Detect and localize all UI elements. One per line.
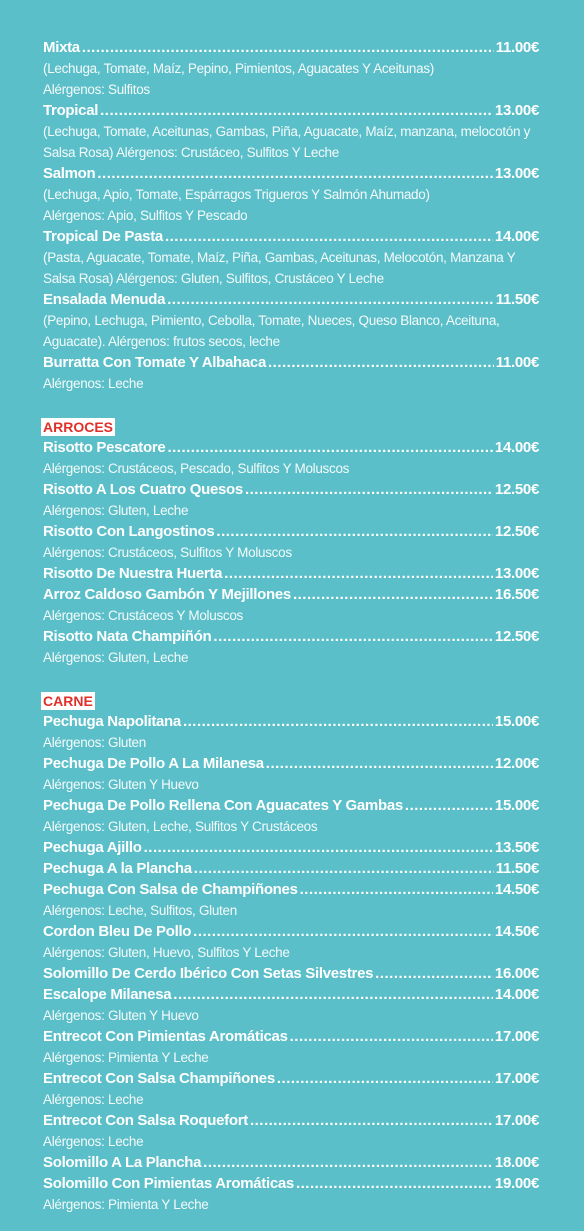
menu-item	[43, 879, 539, 921]
dish-name: Cordon Bleu De Pollo	[43, 923, 192, 940]
section-title: CARNE	[43, 693, 93, 709]
dish-description: Alérgenos: Pimienta Y Leche	[43, 1197, 209, 1212]
dish-name: Burratta Con Tomate Y Albahaca	[43, 354, 267, 371]
dot-leader	[224, 563, 493, 584]
dish-name: Pechuga Napolitana	[43, 713, 181, 730]
dish-price: 11.00€	[495, 39, 539, 56]
menu-item-row	[43, 584, 539, 605]
dish-price: 16.50€	[494, 586, 539, 603]
dot-leader	[245, 479, 493, 500]
menu-item-row	[43, 1026, 539, 1047]
menu-section	[43, 689, 539, 1215]
dish-name: Mixta	[43, 39, 80, 56]
dish-price: 14.00€	[494, 228, 539, 245]
dish-name: Solomillo De Cerdo Ibérico Con Setas Silvestres	[43, 965, 374, 982]
dish-name: Entrecot Con Pimientas Aromáticas	[43, 1028, 288, 1045]
dish-name: Salmon	[43, 165, 96, 182]
menu-item-row	[43, 37, 539, 58]
dish-name: Risotto De Nuestra Huerta	[43, 565, 223, 582]
menu-item	[43, 1110, 539, 1152]
dish-name: Risotto Nata Champiñón	[43, 628, 212, 645]
dish-price: 18.00€	[494, 1154, 539, 1171]
dish-price: 13.50€	[494, 839, 539, 856]
menu-item	[43, 437, 539, 479]
menu-item	[43, 921, 539, 963]
dish-description: Alérgenos: Gluten	[43, 735, 146, 750]
menu-item	[43, 963, 539, 984]
dish-price: 13.00€	[494, 565, 539, 582]
menu-item	[43, 1026, 539, 1068]
menu-item	[43, 753, 539, 795]
dish-price: 12.00€	[494, 755, 539, 772]
dish-price: 11.00€	[495, 354, 539, 371]
dish-name: Risotto Con Langostinos	[43, 523, 215, 540]
dish-price: 12.50€	[494, 523, 539, 540]
menu-item	[43, 626, 539, 668]
dish-name: Risotto Pescatore	[43, 439, 166, 456]
dish-description: Alérgenos: Gluten, Huevo, Sulfitos Y Leche	[43, 945, 290, 960]
dot-leader	[203, 1152, 493, 1173]
menu-item	[43, 584, 539, 626]
menu-item-row	[43, 437, 539, 458]
dish-price: 13.00€	[494, 165, 539, 182]
menu-item-row	[43, 984, 539, 1005]
dish-description: Alérgenos: Gluten Y Huevo	[43, 777, 199, 792]
dot-leader	[300, 879, 493, 900]
dish-name: Entrecot Con Salsa Champiñones	[43, 1070, 275, 1087]
menu-item-row	[43, 563, 539, 584]
dish-price: 15.00€	[494, 713, 539, 730]
dish-name: Entrecot Con Salsa Roquefort	[43, 1112, 248, 1129]
dish-description: Alérgenos: Gluten, Leche	[43, 650, 189, 665]
dish-price: 17.00€	[494, 1070, 539, 1087]
menu-item-row	[43, 1110, 539, 1131]
dot-leader	[375, 963, 493, 984]
dish-description: (Pepino, Lechuga, Pimiento, Cebolla, Tomate, Nueces, Queso Blanco, Aceituna, Aguacate). Alérgenos: frutos secos, leche	[43, 313, 500, 349]
menu-item	[43, 163, 539, 226]
menu-section	[43, 415, 539, 668]
dot-leader	[290, 1026, 493, 1047]
menu	[43, 37, 539, 1215]
dot-leader	[173, 984, 493, 1005]
dish-name: Tropical De Pasta	[43, 228, 163, 245]
section-title: ARROCES	[43, 419, 114, 435]
dot-leader	[167, 289, 494, 310]
menu-item-row	[43, 1173, 539, 1194]
dot-leader	[193, 921, 493, 942]
menu-item-row	[43, 521, 539, 542]
dot-leader	[194, 858, 494, 879]
menu-item-row	[43, 289, 539, 310]
dish-price: 16.00€	[494, 965, 539, 982]
menu-item	[43, 563, 539, 584]
dot-leader	[82, 37, 494, 58]
dish-description: (Lechuga, Apio, Tomate, Espárragos Trigueros Y Salmón Ahumado) Alérgenos: Apio, Sulfitos Y Pescado	[43, 187, 430, 223]
dish-name: Arroz Caldoso Gambón Y Mejillones	[43, 586, 291, 603]
menu-item	[43, 479, 539, 521]
menu-item	[43, 837, 539, 858]
menu-item	[43, 984, 539, 1026]
menu-item	[43, 1152, 539, 1173]
dot-leader	[405, 795, 493, 816]
dish-description: Alérgenos: Pimienta Y Leche	[43, 1050, 209, 1065]
menu-item	[43, 858, 539, 879]
dish-description: Alérgenos: Crustáceos Y Moluscos	[43, 608, 244, 623]
menu-item-row	[43, 100, 539, 121]
dish-name: Tropical	[43, 102, 99, 119]
menu-item-row	[43, 626, 539, 647]
dish-price: 14.00€	[494, 986, 539, 1003]
menu-item-row	[43, 858, 539, 879]
dish-description: Alérgenos: Leche, Sulfitos, Gluten	[43, 903, 237, 918]
menu-item-row	[43, 163, 539, 184]
dot-leader	[216, 521, 492, 542]
dot-leader	[100, 100, 493, 121]
menu-item	[43, 521, 539, 563]
dish-name: Pechuga De Pollo Rellena Con Aguacates Y Gambas	[43, 797, 403, 814]
menu-item	[43, 795, 539, 837]
dish-description: Alérgenos: Gluten, Leche, Sulfitos Y Crustáceos	[43, 819, 318, 834]
dish-price: 11.50€	[495, 860, 539, 877]
dot-leader	[268, 352, 494, 373]
dish-description: Alérgenos: Crustáceos, Sulfitos Y Moluscos	[43, 545, 292, 560]
menu-item-row	[43, 226, 539, 247]
menu-item-row	[43, 963, 539, 984]
dish-price: 14.00€	[494, 439, 539, 456]
dish-description: Alérgenos: Gluten, Leche	[43, 503, 189, 518]
dish-name: Escalope Milanesa	[43, 986, 172, 1003]
menu-item	[43, 352, 539, 394]
dish-price: 13.00€	[494, 102, 539, 119]
menu-item	[43, 100, 539, 163]
dish-price: 11.50€	[495, 291, 539, 308]
dish-name: Risotto A Los Cuatro Quesos	[43, 481, 243, 498]
dot-leader	[213, 626, 493, 647]
dish-description: (Pasta, Aguacate, Tomate, Maíz, Piña, Gambas, Aceitunas, Melocotón, Manzana Y Salsa Rosa) Alérgenos: Gluten, Sulfitos, Crustáceo Y Leche	[43, 250, 516, 286]
menu-item	[43, 711, 539, 753]
dish-name: Solomillo A La Plancha	[43, 1154, 202, 1171]
menu-item-row	[43, 1152, 539, 1173]
menu-item-row	[43, 352, 539, 373]
menu-item-row	[43, 711, 539, 732]
menu-item-row	[43, 795, 539, 816]
dot-leader	[144, 837, 493, 858]
dish-price: 14.50€	[494, 881, 539, 898]
dot-leader	[167, 437, 492, 458]
menu-item	[43, 1173, 539, 1215]
dish-description: (Lechuga, Tomate, Maíz, Pepino, Pimientos, Aguacates Y Aceitunas) Alérgenos: Sulfitos	[43, 61, 434, 97]
dish-description: Alérgenos: Leche	[43, 376, 144, 391]
dish-name: Solomillo Con Pimientas Aromáticas	[43, 1175, 294, 1192]
dish-name: Pechuga A la Plancha	[43, 860, 192, 877]
menu-item	[43, 289, 539, 352]
menu-item	[43, 1068, 539, 1110]
dot-leader	[293, 584, 493, 605]
dish-name: Pechuga Ajillo	[43, 839, 142, 856]
menu-item-row	[43, 921, 539, 942]
dot-leader	[183, 711, 493, 732]
dish-description: (Lechuga, Tomate, Aceitunas, Gambas, Piña, Aguacate, Maíz, manzana, melocotón y Salsa Rosa) Alérgenos: Crustáceo, Sulfitos Y Leche	[43, 124, 531, 160]
dish-price: 15.00€	[494, 797, 539, 814]
dish-price: 12.50€	[494, 481, 539, 498]
menu-item	[43, 37, 539, 100]
dish-price: 12.50€	[494, 628, 539, 645]
menu-section	[43, 37, 539, 394]
dot-leader	[97, 163, 493, 184]
menu-item-row	[43, 879, 539, 900]
dish-description: Alérgenos: Gluten Y Huevo	[43, 1008, 199, 1023]
dot-leader	[296, 1173, 493, 1194]
menu-item-row	[43, 753, 539, 774]
dish-name: Ensalada Menuda	[43, 291, 166, 308]
dish-price: 14.50€	[494, 923, 539, 940]
dot-leader	[250, 1110, 493, 1131]
dish-price: 17.00€	[494, 1028, 539, 1045]
menu-item-row	[43, 1068, 539, 1089]
dish-price: 19.00€	[494, 1175, 539, 1192]
dot-leader	[266, 753, 493, 774]
dish-price: 17.00€	[494, 1112, 539, 1129]
dot-leader	[277, 1068, 493, 1089]
menu-item	[43, 226, 539, 289]
menu-item-row	[43, 837, 539, 858]
menu-item-row	[43, 479, 539, 500]
dot-leader	[165, 226, 493, 247]
dish-description: Alérgenos: Crustáceos, Pescado, Sulfitos Y Moluscos	[43, 461, 350, 476]
dish-description: Alérgenos: Leche	[43, 1092, 144, 1107]
dish-name: Pechuga De Pollo A La Milanesa	[43, 755, 264, 772]
dish-name: Pechuga Con Salsa de Champiñones	[43, 881, 298, 898]
dish-description: Alérgenos: Leche	[43, 1134, 144, 1149]
